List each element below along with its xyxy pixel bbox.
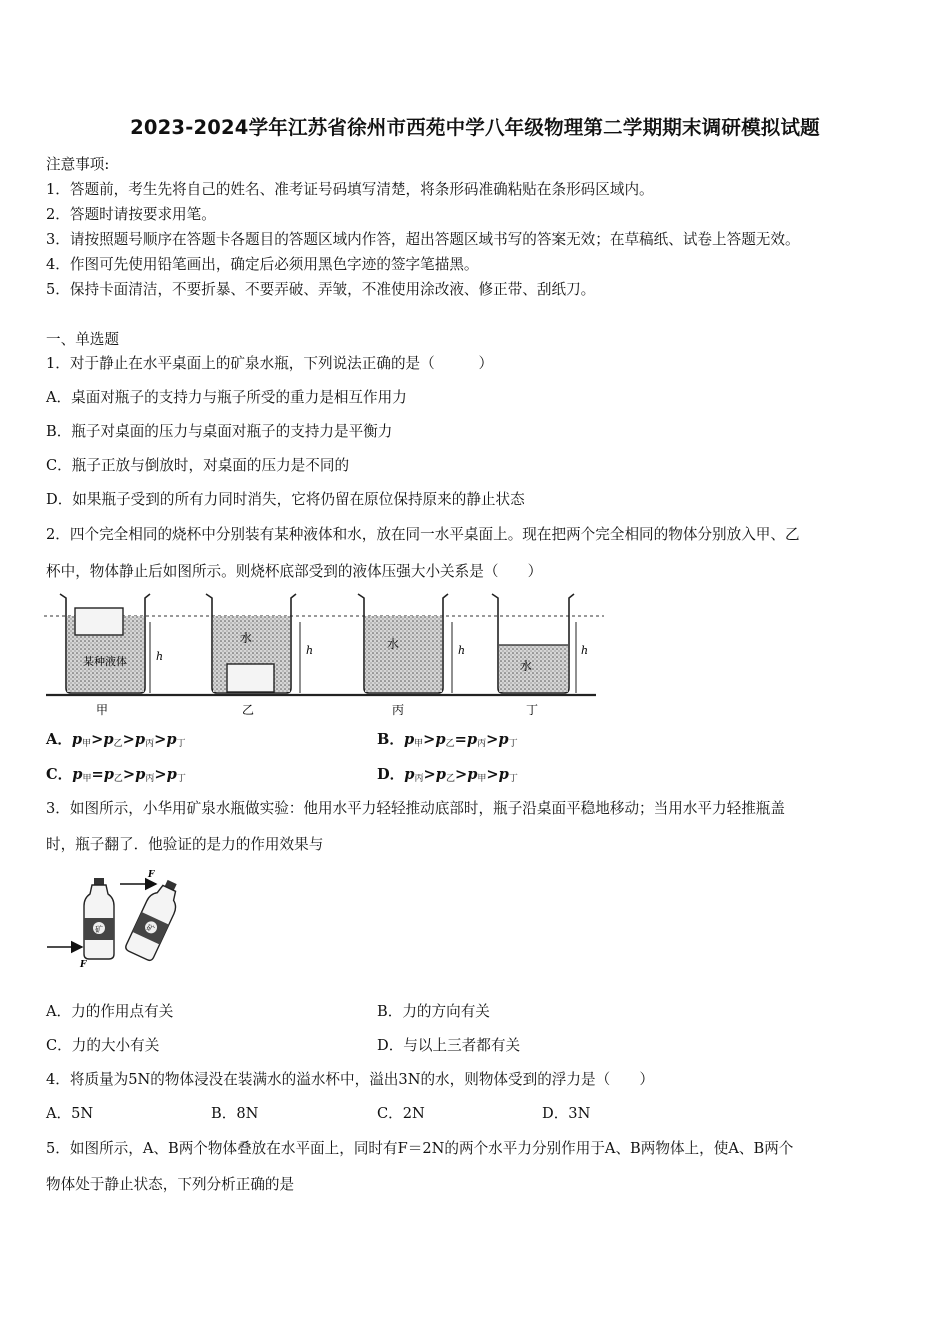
- question-5-stem-line1: 5．如图所示，A、B两个物体叠放在水平面上，同时有F＝2N的两个水平力分别作用于A、B两物体上，使A、B两个: [46, 1140, 794, 1157]
- q4-option-b: B．8N: [211, 1105, 259, 1122]
- water-label: 水: [240, 631, 253, 645]
- question-2-stem-line2: 杯中，物体静止后如图所示。则烧杯底部受到的液体压强大小关系是（ ）: [46, 563, 543, 580]
- beaker-label-ding: 丁: [526, 703, 539, 717]
- notice-item: 4．作图可先使用铅笔画出，确定后必须用黑色字迹的签字笔描黑。: [46, 256, 479, 273]
- question-3-stem-line2: 时，瓶子翻了．他验证的是力的作用效果与: [46, 836, 324, 853]
- notice-item: 2．答题时请按要求用笔。: [46, 206, 216, 223]
- height-label: h: [581, 644, 589, 657]
- beakers-figure: [44, 588, 610, 718]
- height-label: h: [458, 644, 466, 657]
- section-heading: 一、单选题: [46, 331, 119, 348]
- q4-option-a: A．5N: [46, 1105, 94, 1122]
- water-label: 水: [387, 637, 400, 651]
- bottle-upright: [84, 878, 114, 959]
- bottle-label: 矿: [144, 922, 156, 935]
- q1-option-b: B．瓶子对桌面的压力与桌面对瓶子的支持力是平衡力: [46, 423, 393, 440]
- water-label: 水: [520, 659, 533, 673]
- height-label: h: [306, 644, 314, 657]
- question-3-stem-line1: 3．如图所示，小华用矿泉水瓶做实验：他用水平力轻轻推动底部时，瓶子沿桌面平稳地移动；当用水平力轻推瓶盖: [46, 800, 785, 817]
- q1-option-d: D．如果瓶子受到的所有力同时消失，它将仍留在原位保持原来的静止状态: [46, 491, 525, 508]
- notice-item: 1．答题前，考生先将自己的姓名、准考证号码填写清楚，将条形码准确粘贴在条形码区域内。: [46, 181, 654, 198]
- beaker-yi: [206, 594, 313, 717]
- force-label: F: [148, 870, 155, 880]
- question-4-stem: 4．将质量为5N的物体浸没在装满水的溢水杯中，溢出3N的水，则物体受到的浮力是（ ）: [46, 1071, 654, 1088]
- q3-option-a: A．力的作用点有关: [46, 1003, 174, 1020]
- force-label: F: [80, 960, 87, 970]
- bottle-label: 矿: [95, 925, 103, 934]
- notice-item: 3．请按照题号顺序在答题卡各题目的答题区域内作答，超出答题区域书写的答案无效；在草稿纸、试卷上答题无效。: [46, 231, 800, 248]
- q3-option-c: C．力的大小有关: [46, 1037, 160, 1054]
- beaker-bing: [358, 594, 465, 717]
- page-title: 2023-2024学年江苏省徐州市西苑中学八年级物理第二学期期末调研模拟试题: [130, 116, 820, 139]
- beaker-ding: [492, 594, 588, 717]
- q2-option-b: B．$p_甲>p_乙=p_丙>p_丁$: [377, 731, 518, 749]
- bottle-tipped: [124, 876, 185, 962]
- beaker-label-bing: 丙: [392, 703, 405, 717]
- q3-option-d: D．与以上三者都有关: [377, 1037, 521, 1054]
- notice-item: 5．保持卡面清洁，不要折暴、不要弄破、弄皱，不准使用涂改液、修正带、刮纸刀。: [46, 281, 596, 298]
- q2-option-d: D．$p_丙>p_乙>p_甲>p_丁$: [377, 766, 518, 784]
- q4-option-c: C．2N: [377, 1105, 425, 1122]
- q3-option-b: B．力的方向有关: [377, 1003, 490, 1020]
- question-1-stem: 1．对于静止在水平桌面上的矿泉水瓶，下列说法正确的是（ ）: [46, 355, 494, 372]
- notice-heading: 注意事项:: [46, 156, 110, 173]
- q4-option-d: D．3N: [542, 1105, 591, 1122]
- q2-option-c: C．$p_甲=p_乙>p_丙>p_丁$: [46, 766, 186, 784]
- question-2-stem-line1: 2．四个完全相同的烧杯中分别装有某种液体和水，放在同一水平桌面上。现在把两个完全相同的物体分别放入甲、乙: [46, 526, 800, 543]
- q1-option-c: C．瓶子正放与倒放时，对桌面的压力是不同的: [46, 457, 350, 474]
- height-label: h: [156, 650, 164, 663]
- q1-option-a: A．桌面对瓶子的支持力与瓶子所受的重力是相互作用力: [46, 389, 407, 406]
- beaker-label-jia: 甲: [96, 703, 109, 717]
- liquid-label: 某种液体: [83, 655, 127, 668]
- bottles-figure: [44, 866, 194, 972]
- question-5-stem-line2: 物体处于静止状态，下列分析正确的是: [46, 1176, 295, 1193]
- q2-option-a: A．$p_甲>p_乙>p_丙>p_丁$: [46, 731, 186, 749]
- beaker-jia: [60, 594, 163, 717]
- beaker-label-yi: 乙: [242, 703, 255, 717]
